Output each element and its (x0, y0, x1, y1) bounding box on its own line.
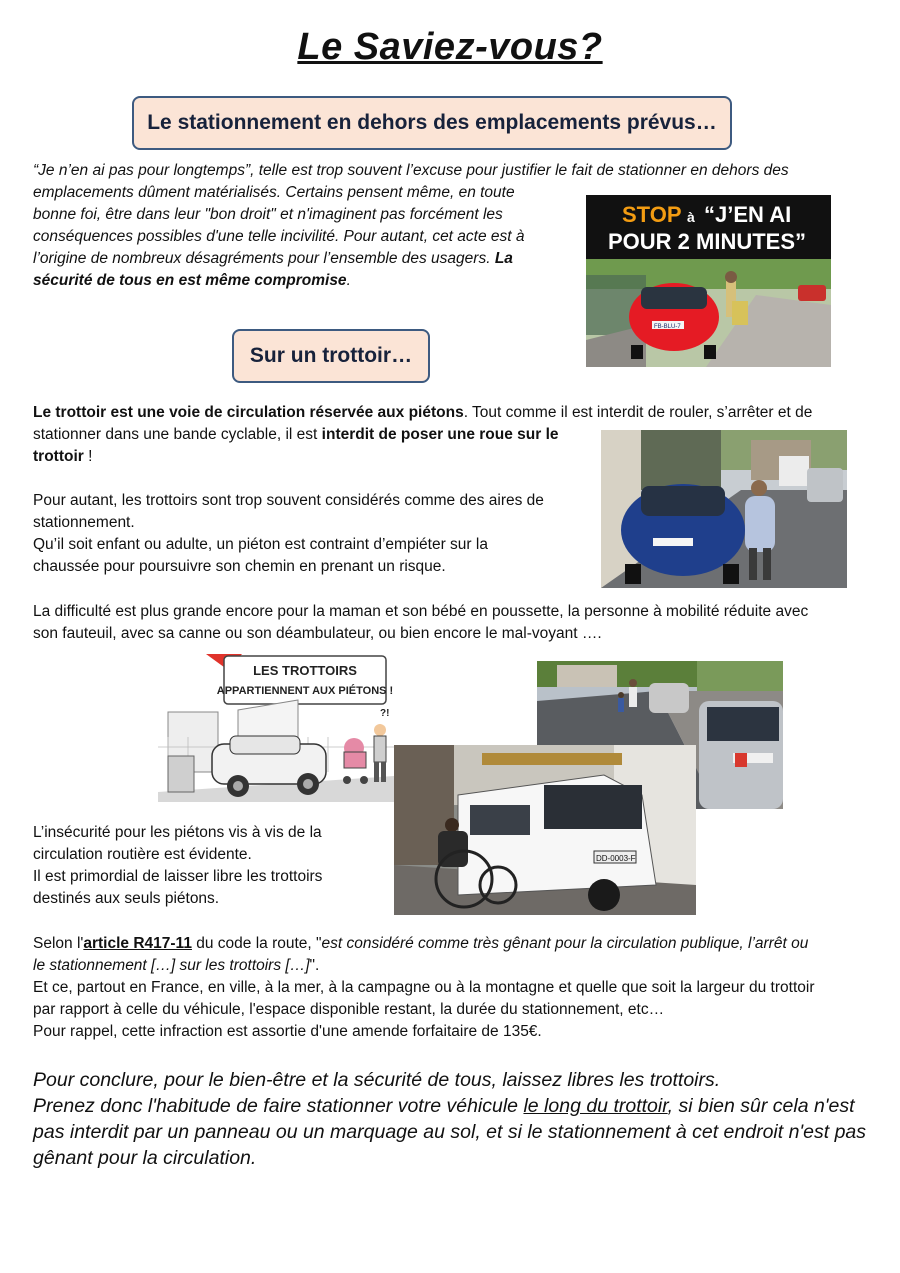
s2-line-4: destinés aux seuls piétons. (33, 890, 220, 907)
s1-p3-line-2: son fauteuil, avec sa canne ou son déambulateur, ou bien encore le mal-voyant …. (33, 625, 602, 642)
page-title: Le Saviez-vous? (297, 26, 603, 68)
intro-line-6-bold: sécurité de tous en est même compromise (33, 272, 347, 289)
s1-p2-line-2: stationnement. (33, 514, 135, 531)
banner-trottoir (232, 329, 430, 383)
banner-trottoir-text: Sur un trottoir… (249, 344, 413, 367)
section-1-paragraph-3 (33, 601, 893, 645)
s1-line-3-bold: trottoir (33, 448, 84, 465)
plate-1-text: FB-BLU-7 (654, 324, 681, 330)
s1-line-1 (33, 402, 883, 424)
law-pre: Selon l' (33, 935, 84, 952)
s2-line-2: circulation routière est évidente. (33, 846, 252, 863)
cartoon-line-1: LES TROTTOIRS (253, 663, 357, 678)
section-1-paragraph-2 (33, 490, 593, 578)
van-photo (394, 745, 696, 915)
law-line-2 (33, 955, 893, 977)
s1-line-2-bold: interdit de poser une roue sur le (321, 426, 559, 443)
law-quote-end: ". (309, 957, 320, 974)
s1-line-3-end: ! (83, 448, 93, 465)
s1-line-2-text: stationner dans une bande cyclable, il est (33, 426, 322, 443)
cartoon-svg (158, 652, 394, 802)
cartoon-mark: ?! (380, 708, 390, 719)
conclusion-line-2-pre: Prenez donc l'habitude de faire stationner votre véhicule (33, 1095, 524, 1117)
conclusion-paragraph (33, 1067, 883, 1171)
law-paragraph (33, 933, 893, 1043)
s1-p2-line-1: Pour autant, les trottoirs sont trop souvent considérés comme des aires de (33, 492, 544, 509)
intro-line-4: conséquences possibles d'une telle incivilité. Pour autant, cet acte est à (33, 228, 525, 245)
stop-image-svg (586, 195, 831, 367)
section-2-paragraph (33, 822, 383, 910)
intro-line-1: “Je n’en ai pas pour longtemps”, telle est trop souvent l’excuse pour justifier le fait de stationner en dehors des (33, 162, 789, 179)
conclusion-line-2-underlined: le long du trottoir (523, 1095, 668, 1117)
banner-main-text: Le stationnement en dehors des emplacements prévus… (147, 111, 717, 134)
intro-line-6-end: . (346, 272, 351, 289)
conclusion-line-1: Pour conclure, pour le bien-être et la sécurité de tous, laissez libres les trottoirs. (33, 1069, 721, 1091)
banner-main (132, 96, 732, 150)
s1-p2-line-3: Qu’il soit enfant ou adulte, un piéton est contraint d’empiéter sur la (33, 536, 488, 553)
conclusion-line-2-post: , si bien sûr cela n'est (667, 1095, 855, 1117)
conclusion-line-4: gênant pour la circulation. (33, 1147, 257, 1169)
conclusion-line-3: pas interdit par un panneau ou un marquage au sol, et si le stationnement à cet endroit n'est pas (33, 1121, 867, 1143)
s1-line-1-rest: . Tout comme il est interdit de rouler, s’arrêter et de (463, 404, 813, 421)
s1-line-1-bold: Le trottoir est une voie de circulation réservée aux piétons (33, 404, 464, 421)
law-line-3: Et ce, partout en France, en ville, à la mer, à la campagne ou à la montagne et quelle que soit la largeur du trottoir (33, 979, 815, 996)
s2-line-3: Il est primordial de laisser libre les trottoirs (33, 868, 323, 885)
law-line-1 (33, 933, 893, 955)
intro-line-5-text: l’origine de nombreux désagréments pour l’ensemble des usagers. (33, 250, 495, 267)
stop-a: à (687, 209, 695, 225)
law-line-5: Pour rappel, cette infraction est assortie d'une amende forfaitaire de 135€. (33, 1023, 542, 1040)
law-line-4: par rapport à celle du véhicule, l'espace disponible restant, la durée du stationnement, etc… (33, 1001, 665, 1018)
stop-line-2: POUR 2 MINUTES” (608, 229, 807, 254)
intro-line-3: bonne foi, être dans leur "bon droit" et n'imaginent pas forcément les (33, 206, 503, 223)
cartoon-image (158, 652, 394, 802)
cartoon-line-2: APPARTIENNENT AUX PIÉTONS ! (216, 685, 394, 697)
article-link[interactable]: article R417-11 (83, 935, 192, 952)
plate-2-text: DD-0003-F (596, 854, 636, 863)
law-mid: du code la route, " (191, 935, 322, 952)
blue-car-photo-svg (601, 430, 847, 588)
law-quote-2: le stationnement […] sur les trottoirs […] (33, 957, 310, 974)
van-photo-svg (394, 745, 696, 915)
stop-word: STOP (622, 202, 682, 227)
intro-line-5-bold: La (494, 250, 513, 267)
s1-p3-line-1: La difficulté est plus grande encore pour la maman et son bébé en poussette, la personne à mobilité réduite avec (33, 603, 809, 620)
intro-line-2: emplacements dûment matérialisés. Certains pensent même, en toute (33, 184, 515, 201)
law-quote-1: est considéré comme très gênant pour la circulation publique, l’arrêt ou (321, 935, 809, 952)
stop-image (586, 195, 831, 367)
stop-line-1: “J’EN AI (704, 202, 792, 227)
blue-car-photo (601, 430, 847, 588)
s1-p2-line-4: chaussée pour poursuivre son chemin en prenant un risque. (33, 558, 446, 575)
conclusion-line-2 (33, 1093, 883, 1119)
s2-line-1: L’insécurité pour les piétons vis à vis de la (33, 824, 322, 841)
